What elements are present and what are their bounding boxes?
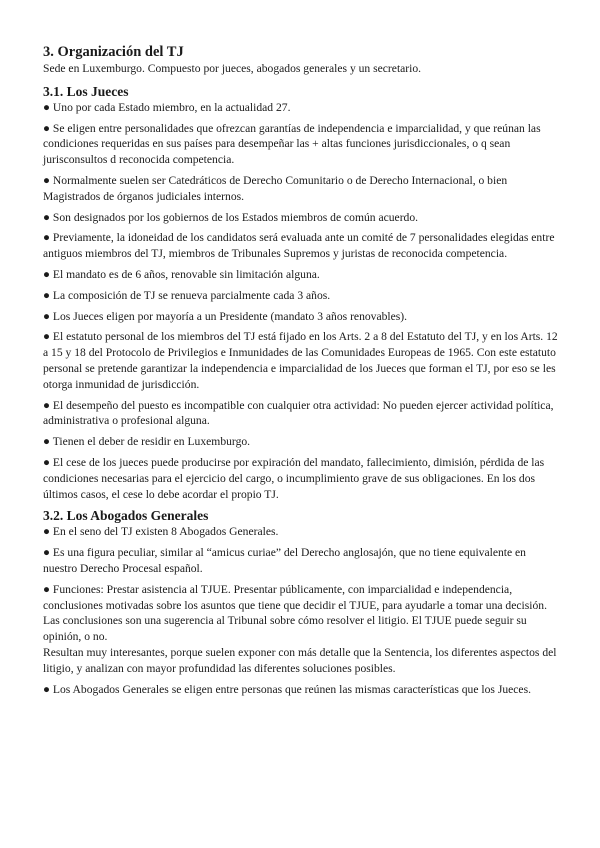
list-item: ● Normalmente suelen ser Catedráticos de Derecho Comunitario o de Derecho Internacional, o bien Magistrados de órganos judiciales internos. [43, 173, 508, 203]
subsection-title-jueces: 3.1. Los Jueces [43, 83, 129, 99]
list-item: ● Es una figura peculiar, similar al “amicus curiae” del Derecho anglosajón, que no tiene equivalente en nuestro Derecho Procesal español. [43, 546, 526, 575]
list-item: ● El estatuto personal de los miembros del TJ está fijado en los Arts. 2 a 8 del Estatuto del TJ, y en los Arts. 12 a 15 y 18 del Protocolo de Privilegios e Inmunidades de las Comunidades Europeas de 1965. Con este estatuto personal se pretende garantizar la independencia e imparcialidad de los Jueces que forman el TJ, por eso se les otorga inmunidad de jurisdicción. [43, 330, 558, 391]
list-item: ● Tienen el deber de residir en Luxemburgo. [43, 435, 251, 449]
list-item: ● Funciones: Prestar asistencia al TJUE. Presentar públicamente, con imparcialidad e independencia, conclusiones motivadas sobre los asuntos que tiene que decidir el TJUE, para ayudarle a tomar una decisión. Las conclusiones son una sugerencia al Tribunal sobre cómo resolver el litigio. El TJUE puede seguir su opinión, o no. Resultan muy interesantes, porque suelen exponer con más detalle que la Sentencia, los diferentes aspectos del litigio, y analizan con mayor profundidad las diferentes soluciones posibles. [43, 582, 557, 675]
list-item: ● Son designados por los gobiernos de los Estados miembros de común acuerdo. [43, 210, 419, 224]
document-page [43, 43, 558, 702]
list-item: ● Uno por cada Estado miembro, en la actualidad 27. [43, 100, 291, 114]
subsection-title-abogados: 3.2. Los Abogados Generales [43, 508, 209, 524]
section-intro: Sede en Luxemburgo. Compuesto por jueces, abogados generales y un secretario. [43, 62, 422, 75]
list-item: ● La composición de TJ se renueva parcialmente cada 3 años. [43, 288, 331, 302]
list-item: ● En el seno del TJ existen 8 Abogados Generales. [43, 525, 279, 539]
list-item: ● El mandato es de 6 años, renovable sin limitación alguna. [43, 267, 320, 281]
list-item: ● Se eligen entre personalidades que ofrezcan garantías de independencia e imparcialidad, y que reúnan las condiciones requeridas en sus países para desempeñar las + altas funciones jurisdiccionales, o q sean jurisconsultos d reconocida competencia. [43, 121, 541, 167]
section-title: 3. Organización del TJ [43, 44, 184, 60]
jueces-list [43, 100, 558, 503]
list-item: ● El cese de los jueces puede producirse por expiración del mandato, fallecimiento, dimisión, pérdida de las condiciones necesarias para el ejercicio del cargo, o incumplimiento grave de sus obligaciones. En los dos últimos casos, el cese lo debe acordar el propio TJ. [43, 455, 545, 501]
abogados-list [43, 524, 558, 697]
list-item: ● Previamente, la idoneidad de los candidatos será evaluada ante un comité de 7 personalidades elegidas entre antiguos miembros del TJ, miembros de Tribunales Supremos y juristas de reconocida competencia. [43, 231, 555, 261]
list-item: ● Los Abogados Generales se eligen entre personas que reúnen las mismas características que los Jueces. [43, 682, 531, 696]
list-item: ● El desempeño del puesto es incompatible con cualquier otra actividad: No pueden ejercer actividad política, administrativa o profesional alguna. [43, 398, 554, 428]
list-item: ● Los Jueces eligen por mayoría a un Presidente (mandato 3 años renovables). [43, 309, 408, 323]
